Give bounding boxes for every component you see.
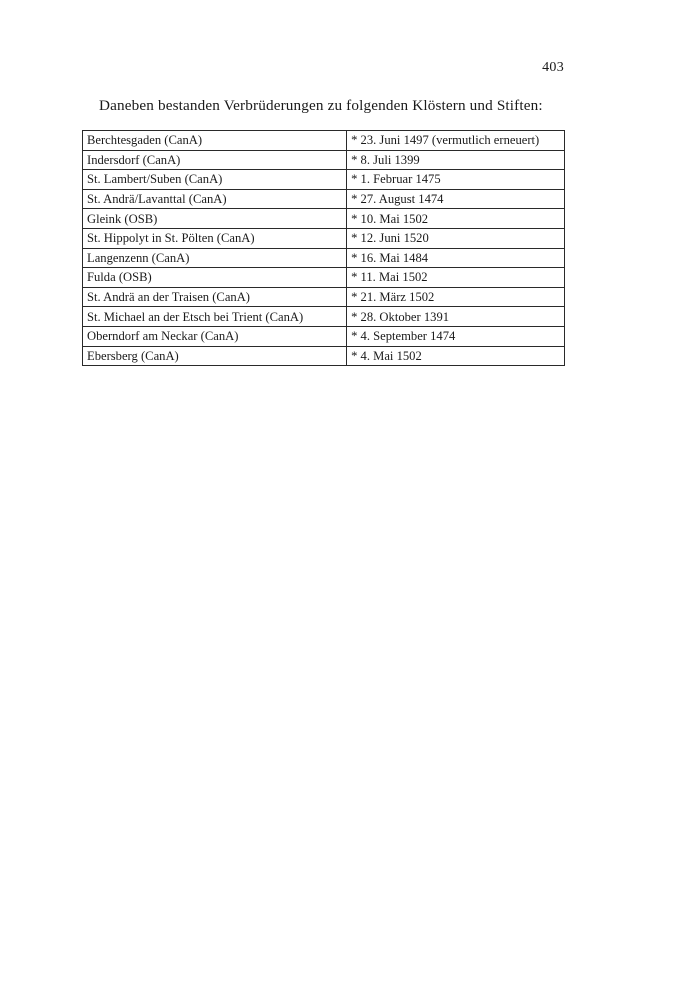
monastery-name-cell: Gleink (OSB)	[83, 209, 347, 229]
table-row	[83, 150, 565, 170]
table-row	[83, 170, 565, 190]
date-cell: * 8. Juli 1399	[347, 150, 565, 170]
table-row	[83, 228, 565, 248]
date-cell: * 21. März 1502	[347, 287, 565, 307]
page-number: 403	[542, 60, 564, 75]
date-cell: * 1. Februar 1475	[347, 170, 565, 190]
table-row	[83, 131, 565, 151]
date-cell: * 4. September 1474	[347, 326, 565, 346]
monastery-name-cell: Indersdorf (CanA)	[83, 150, 347, 170]
table-row	[83, 326, 565, 346]
date-cell: * 27. August 1474	[347, 189, 565, 209]
confraternity-table	[82, 130, 565, 366]
monastery-name-cell: Ebersberg (CanA)	[83, 346, 347, 366]
table-row	[83, 346, 565, 366]
monastery-name-cell: St. Hippolyt in St. Pölten (CanA)	[83, 228, 347, 248]
date-cell: * 12. Juni 1520	[347, 228, 565, 248]
monastery-name-cell: St. Andrä an der Traisen (CanA)	[83, 287, 347, 307]
date-cell: * 4. Mai 1502	[347, 346, 565, 366]
monastery-name-cell: St. Michael an der Etsch bei Trient (CanA)	[83, 307, 347, 327]
monastery-name-cell: Fulda (OSB)	[83, 268, 347, 288]
table-row	[83, 189, 565, 209]
monastery-name-cell: Berchtesgaden (CanA)	[83, 131, 347, 151]
monastery-name-cell: Langenzenn (CanA)	[83, 248, 347, 268]
intro-paragraph: Daneben bestanden Verbrüderungen zu folgenden Klöstern und Stiften:	[99, 97, 543, 114]
date-cell: * 23. Juni 1497 (vermutlich erneuert)	[347, 131, 565, 151]
monastery-name-cell: St. Lambert/Suben (CanA)	[83, 170, 347, 190]
date-cell: * 16. Mai 1484	[347, 248, 565, 268]
table-row	[83, 287, 565, 307]
table-row	[83, 209, 565, 229]
date-cell: * 28. Oktober 1391	[347, 307, 565, 327]
monastery-name-cell: Oberndorf am Neckar (CanA)	[83, 326, 347, 346]
table-row	[83, 307, 565, 327]
table-row	[83, 268, 565, 288]
table-row	[83, 248, 565, 268]
date-cell: * 10. Mai 1502	[347, 209, 565, 229]
monastery-name-cell: St. Andrä/Lavanttal (CanA)	[83, 189, 347, 209]
date-cell: * 11. Mai 1502	[347, 268, 565, 288]
